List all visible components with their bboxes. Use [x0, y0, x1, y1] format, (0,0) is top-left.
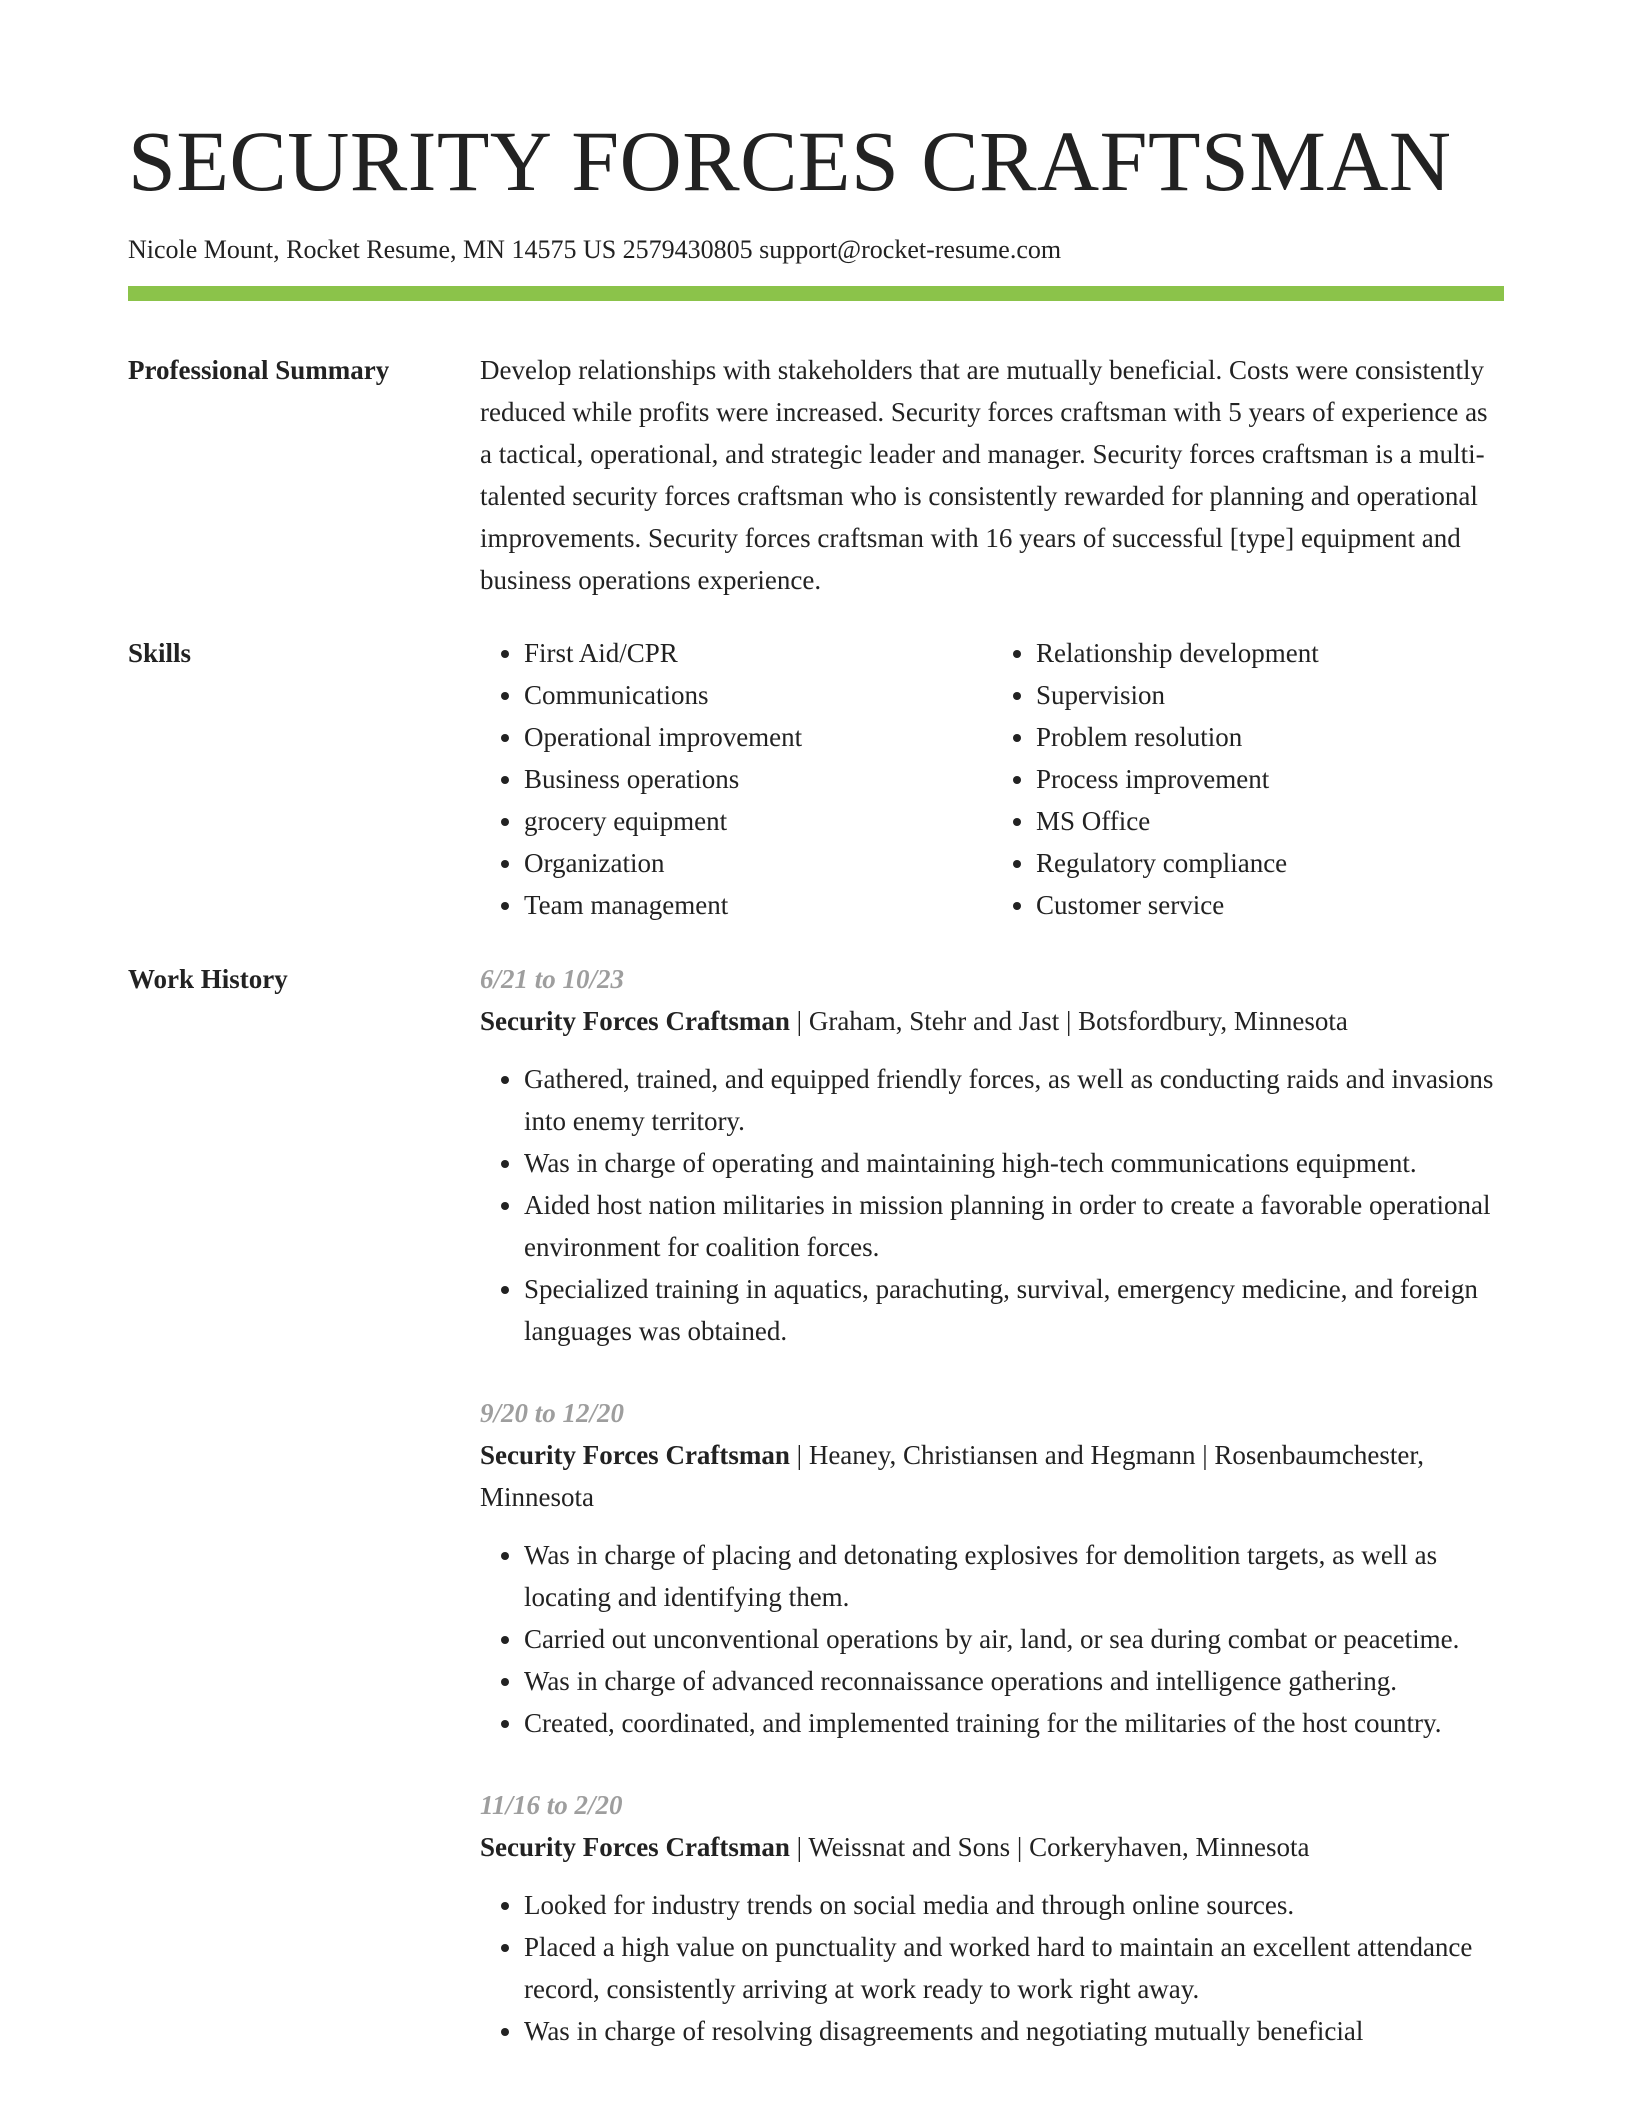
separator: | [1195, 1440, 1215, 1470]
skill-item: • Process improvement [1036, 758, 1504, 800]
skill-item: • Communications [524, 674, 992, 716]
job-entry [480, 1392, 1504, 1744]
summary-text: Develop relationships with stakeholders that are mutually beneficial. Costs were consistently reduced while profits were increased. Security forces craftsman with 5 years of experience as a tactical, operational, and strategic leader and manager. Security forces craftsman is a multi-talented security forces craftsman who is consistently rewarded for planning and operational improvements. Security forces craftsman with 16 years of successful [type] equipment and business operations experience. [480, 355, 1488, 595]
skills-list-right [992, 632, 1504, 926]
resume-title: SECURITY FORCES CRAFTSMAN [128, 113, 1452, 209]
job-title: Security Forces Craftsman [480, 1006, 790, 1036]
job-company: Heaney, Christiansen and Hegmann [808, 1440, 1196, 1470]
separator: | [789, 1006, 809, 1036]
summary-heading: Professional Summary [128, 355, 390, 385]
job-title: Security Forces Craftsman [480, 1440, 790, 1470]
skills-list-left [480, 632, 992, 926]
job-bullet: • Was in charge of resolving disagreements and negotiating mutually beneficial [524, 2010, 1504, 2052]
separator: | [1010, 1832, 1030, 1862]
skills-heading: Skills [128, 638, 192, 668]
skill-item: • grocery equipment [524, 800, 992, 842]
job-header [480, 1434, 1504, 1518]
job-dates: 11/16 to 2/20 [480, 1790, 623, 1820]
job-title: Security Forces Craftsman [480, 1832, 790, 1862]
work-history-body [480, 958, 1504, 2092]
separator: | [789, 1440, 809, 1470]
skill-item: • First Aid/CPR [524, 632, 992, 674]
skill-item: • Operational improvement [524, 716, 992, 758]
job-company: Weissnat and Sons [808, 1832, 1011, 1862]
skill-item: • MS Office [1036, 800, 1504, 842]
job-bullet: • Carried out unconventional operations by air, land, or sea during combat or peacetime. [524, 1618, 1504, 1660]
job-bullet: • Was in charge of placing and detonating explosives for demolition targets, as well as locating and identifying them. [524, 1534, 1504, 1618]
job-bullet: • Placed a high value on punctuality and worked hard to maintain an excellent attendance record, consistently arriving at work ready to work right away. [524, 1926, 1504, 2010]
header-divider [128, 286, 1504, 301]
job-bullet: • Aided host nation militaries in mission planning in order to create a favorable operational environment for coalition forces. [524, 1184, 1504, 1268]
job-bullets [480, 1058, 1504, 1352]
skills-body [480, 632, 1504, 926]
job-bullets [480, 1534, 1504, 1744]
work-history-heading: Work History [128, 964, 288, 994]
skill-item: • Problem resolution [1036, 716, 1504, 758]
job-location: Corkeryhaven, Minnesota [1029, 1832, 1310, 1862]
job-company: Graham, Stehr and Jast [808, 1006, 1060, 1036]
skill-item: • Customer service [1036, 884, 1504, 926]
job-entry [480, 958, 1504, 1352]
job-location: Rosenbaumchester, Minnesota [480, 1440, 1424, 1512]
skill-item: • Team management [524, 884, 992, 926]
separator: | [789, 1832, 809, 1862]
job-bullet: • Was in charge of operating and maintaining high-tech communications equipment. [524, 1142, 1504, 1184]
contact-line: Nicole Mount, Rocket Resume, MN 14575 US 2579430805 support@rocket-resume.com [128, 235, 1062, 264]
skill-item: • Organization [524, 842, 992, 884]
job-entry [480, 1784, 1504, 2052]
separator: | [1059, 1006, 1079, 1036]
job-bullet: • Gathered, trained, and equipped friendly forces, as well as conducting raids and invasions into enemy territory. [524, 1058, 1504, 1142]
job-header [480, 1000, 1504, 1042]
job-bullet: • Specialized training in aquatics, parachuting, survival, emergency medicine, and foreign languages was obtained. [524, 1268, 1504, 1352]
job-bullet: • Created, coordinated, and implemented training for the militaries of the host country. [524, 1702, 1504, 1744]
summary-body [480, 349, 1504, 601]
job-dates: 6/21 to 10/23 [480, 964, 625, 994]
skill-item: • Relationship development [1036, 632, 1504, 674]
job-bullet: • Was in charge of advanced reconnaissance operations and intelligence gathering. [524, 1660, 1504, 1702]
job-bullet: • Looked for industry trends on social media and through online sources. [524, 1884, 1504, 1926]
skill-item: • Business operations [524, 758, 992, 800]
job-location: Botsfordbury, Minnesota [1078, 1006, 1348, 1036]
job-bullets [480, 1884, 1504, 2052]
job-header [480, 1826, 1504, 1868]
skill-item: • Supervision [1036, 674, 1504, 716]
job-dates: 9/20 to 12/20 [480, 1398, 625, 1428]
skill-item: • Regulatory compliance [1036, 842, 1504, 884]
